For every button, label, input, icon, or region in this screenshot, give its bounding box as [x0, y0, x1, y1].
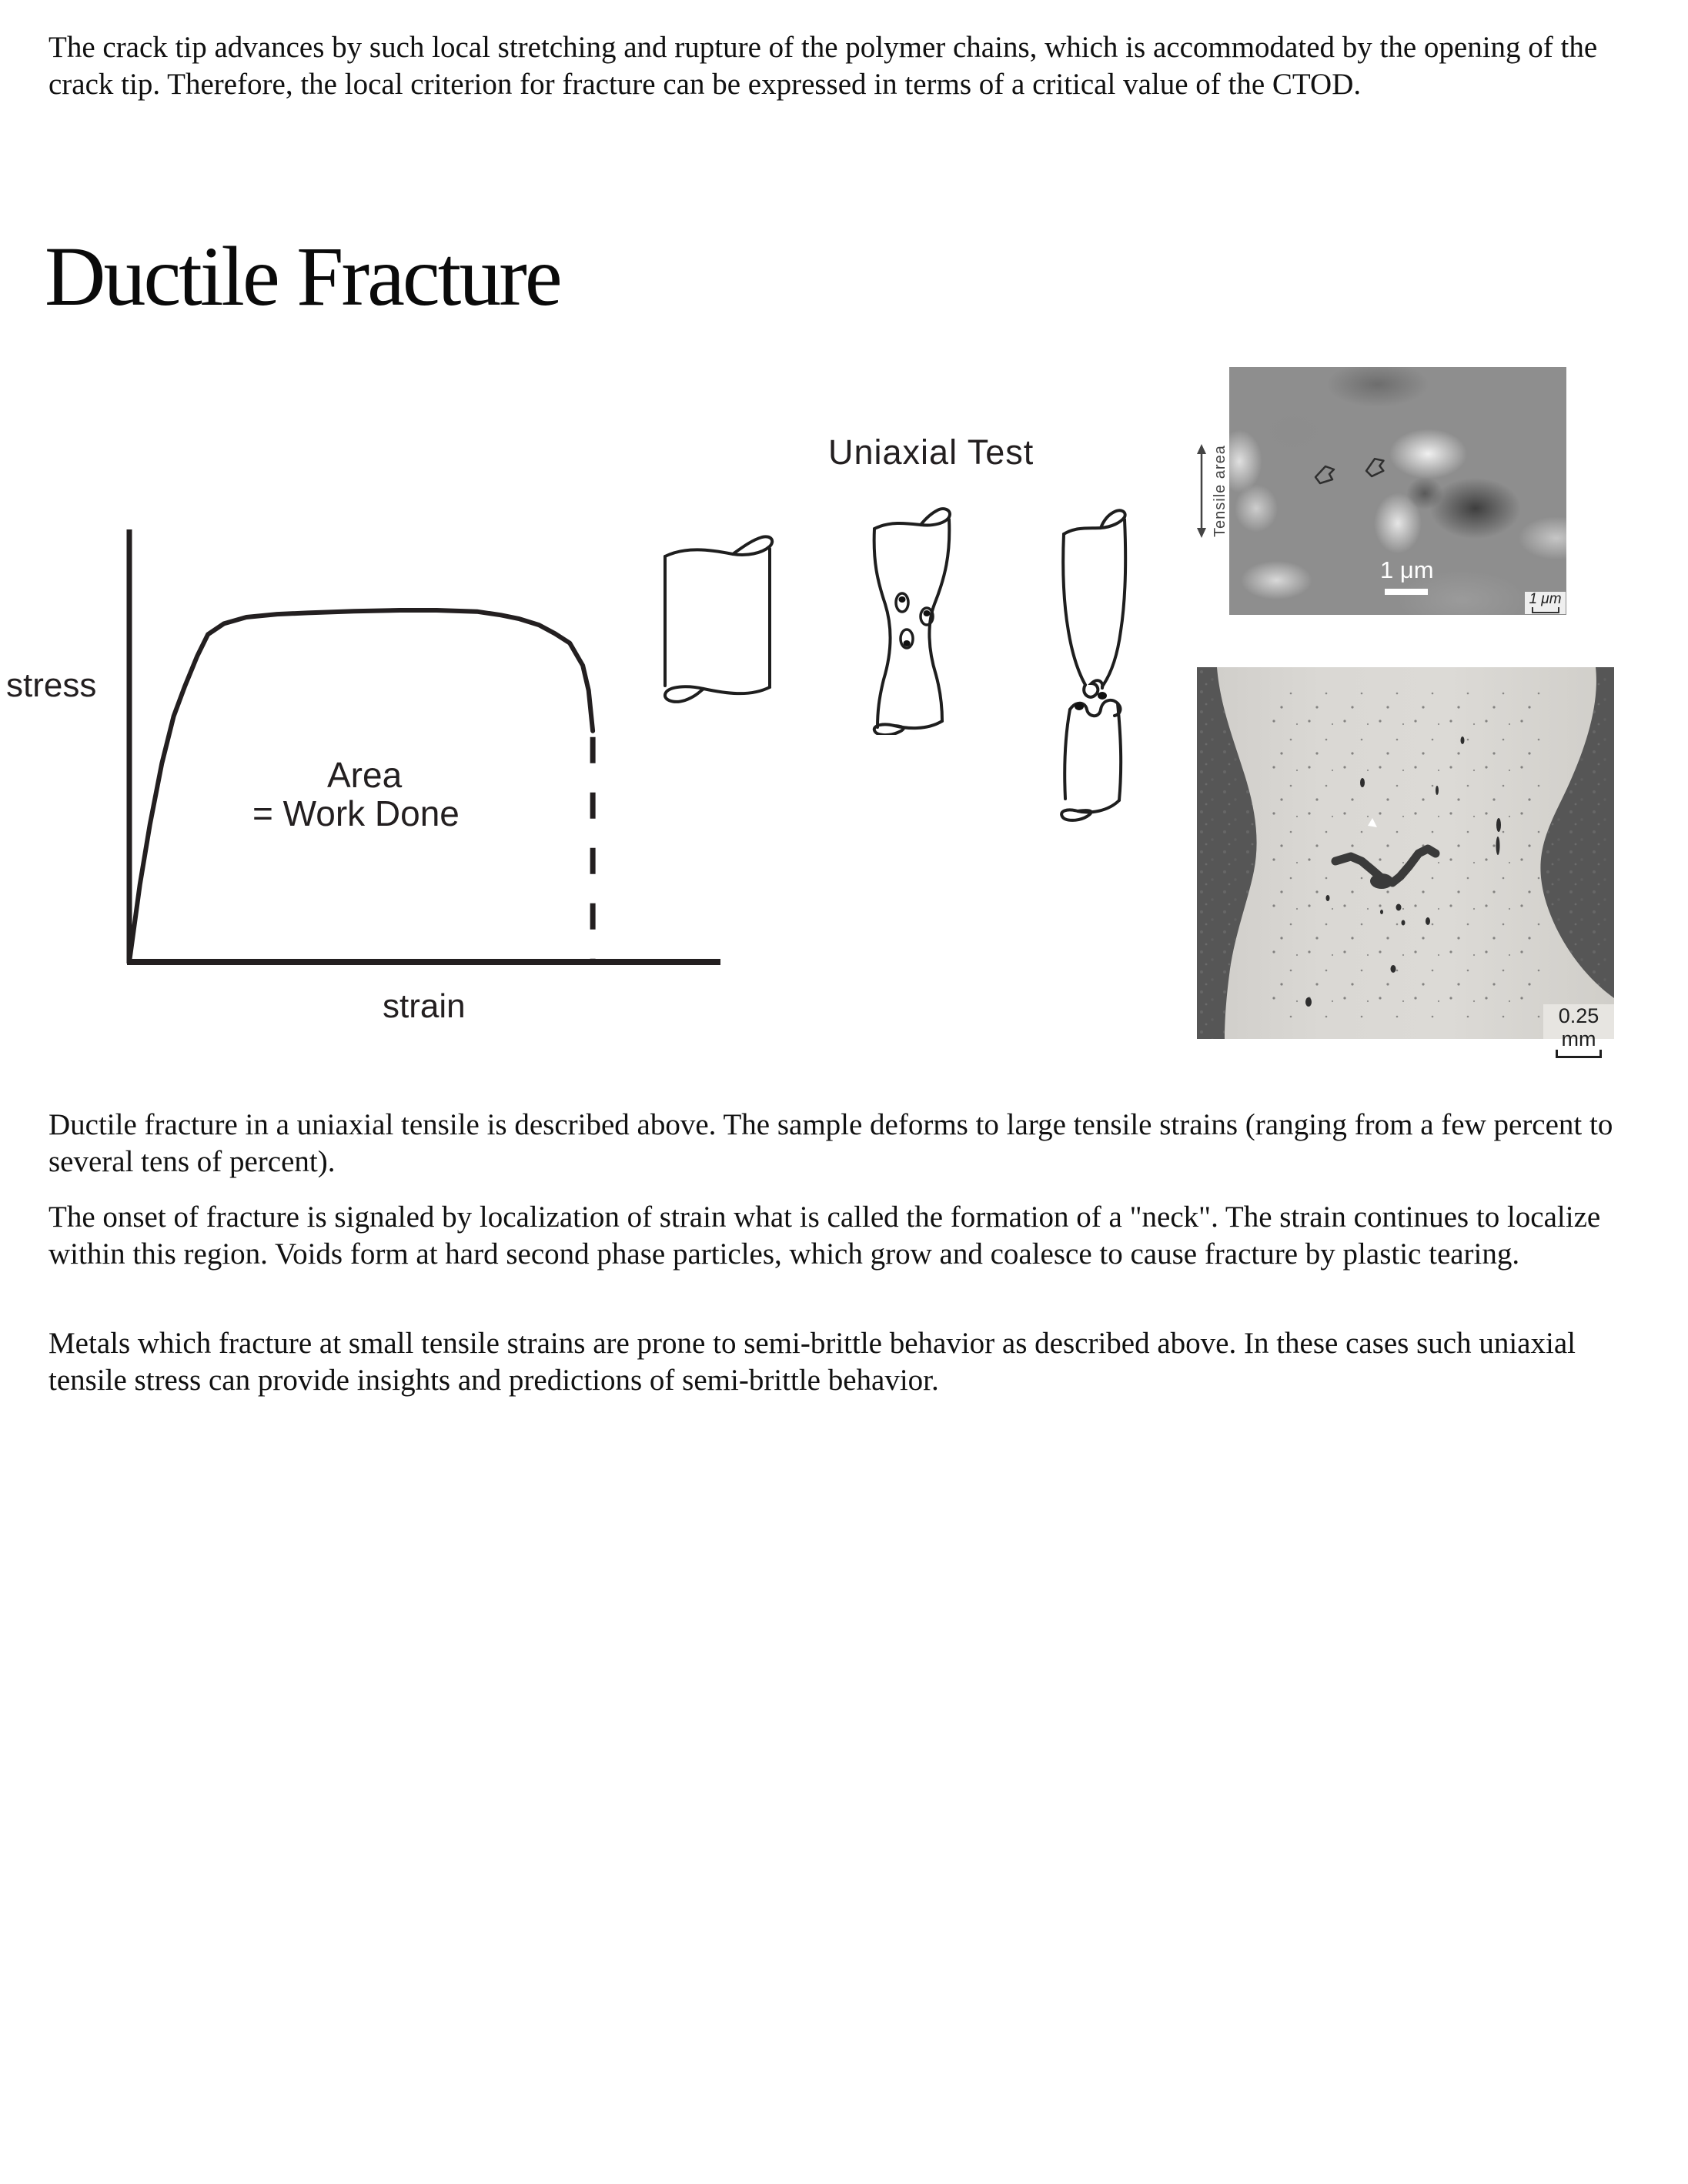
- body-paragraph: The onset of fracture is signaled by localization of strain what is called the formation of a "neck". The strain continues to localize within this region. Voids form at hard second phase particles, which grow and coalesce to cause fracture by plastic tearing.: [48, 1201, 1601, 1271]
- sem-corner-scale-bracket: [1532, 607, 1559, 613]
- page-title: Ductile Fracture: [45, 229, 560, 323]
- void-pointer-arrow-icon: [1365, 458, 1385, 477]
- strain-axis-label: strain: [383, 987, 466, 1025]
- tensile-axis-arrow-icon: [1193, 444, 1210, 538]
- optical-micrograph: [1197, 667, 1614, 1050]
- body-paragraph: Metals which fracture at small tensile strains are prone to semi-brittle behavior as described above. In these cases such uniaxial tensile stress can provide insights and predictions of semi-brittle behavior.: [48, 1327, 1576, 1397]
- body-paragraph: Ductile fracture in a uniaxial tensile is described above. The sample deforms to large tensile strains (ranging from a few percent to several tens of percent).: [48, 1108, 1613, 1178]
- specimen-necked-voids-drawing: [862, 504, 962, 735]
- void-dots: [899, 596, 931, 646]
- void-pointer-arrow-icon: [1315, 466, 1334, 483]
- specimen-fractured-drawing: [1053, 508, 1134, 825]
- optical-scale-bracket: [1556, 1050, 1602, 1058]
- optical-scalebox: [1543, 1004, 1614, 1050]
- sem-corner-scale-text: 1 μm: [1529, 591, 1562, 607]
- optical-scale-text: 0.25 mm: [1558, 1004, 1599, 1050]
- sem-micrograph: [1229, 367, 1566, 615]
- specimen-undeformed-drawing: [654, 533, 777, 706]
- tensile-area-label: Tensile area: [1212, 445, 1228, 537]
- uniaxial-test-label: Uniaxial Test: [828, 432, 1035, 472]
- area-annotation-line1: Area: [327, 755, 403, 795]
- sem-scalebar: [1385, 589, 1428, 595]
- stress-strain-plot: [108, 508, 731, 1031]
- stress-axis-label: stress: [6, 666, 97, 704]
- sem-scalebar-text: 1 μm: [1380, 556, 1434, 583]
- optical-overlay: [1197, 667, 1614, 1039]
- sem-corner-scalebox: [1525, 592, 1566, 614]
- area-annotation-line2: = Work Done: [252, 793, 460, 833]
- intro-paragraph: The crack tip advances by such local stretching and rupture of the polymer chains, which is accommodated by the opening of the crack tip. Therefore, the local criterion for fracture can be expressed in terms of a critical value of the CTOD.: [48, 31, 1598, 101]
